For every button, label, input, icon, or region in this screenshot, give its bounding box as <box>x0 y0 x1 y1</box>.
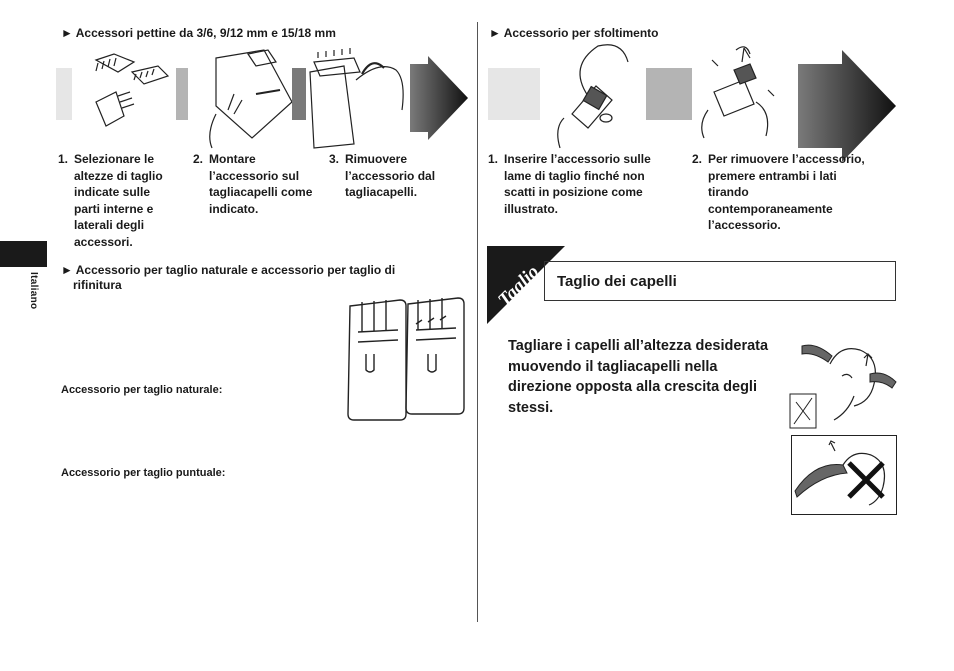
section-title: Taglio dei capelli <box>557 273 677 290</box>
comb-attachment-steps-illustration <box>56 44 468 154</box>
comb-attachments-heading: ► Accessori pettine da 3/6, 9/12 mm e 15/18 mm <box>61 26 336 40</box>
wrong-direction-illustration <box>791 435 897 515</box>
cutting-instructions: Tagliare i capelli all’altezza desiderata muovendo il tagliacapelli nella direzione opposta alla crescita degli stessi. <box>508 338 769 416</box>
section-tag-word: Taglio <box>494 261 544 311</box>
comb-step-1: 1. Selezionare le altezze di taglio indicate sulle parti interne e laterali degli accessori. <box>58 152 163 249</box>
language-tab <box>0 241 47 267</box>
natural-finishing-heading: ► Accessorio per taglio naturale e accessorio per taglio di rifinitura <box>61 263 396 292</box>
thinning-attachment-heading: ► Accessorio per sfoltimento <box>489 26 659 40</box>
comb-step-2: 2. Montare l’accessorio sul tagliacapelli come indicato. <box>193 152 313 216</box>
natural-cut-label: Accessorio per taglio naturale: <box>61 384 223 396</box>
thinning-step-1: 1. Inserire l’accessorio sulle lame di taglio finché non scatti in posizione come illustrato. <box>488 152 651 216</box>
natural-finishing-attachments-illustration <box>344 294 468 424</box>
comb-step-3: 3. Rimuovere l’accessorio dal tagliacapelli. <box>329 152 436 199</box>
thinning-attachment-steps-illustration <box>488 40 898 152</box>
column-divider <box>477 22 478 622</box>
language-label: Italiano <box>28 272 39 310</box>
spot-cut-label: Accessorio per taglio puntuale: <box>61 467 226 479</box>
correct-direction-illustration <box>790 336 898 430</box>
thinning-step-2: 2. Per rimuovere l’accessorio, premere entrambi i lati tirando contemporaneamente l’accessorio. <box>692 152 865 232</box>
